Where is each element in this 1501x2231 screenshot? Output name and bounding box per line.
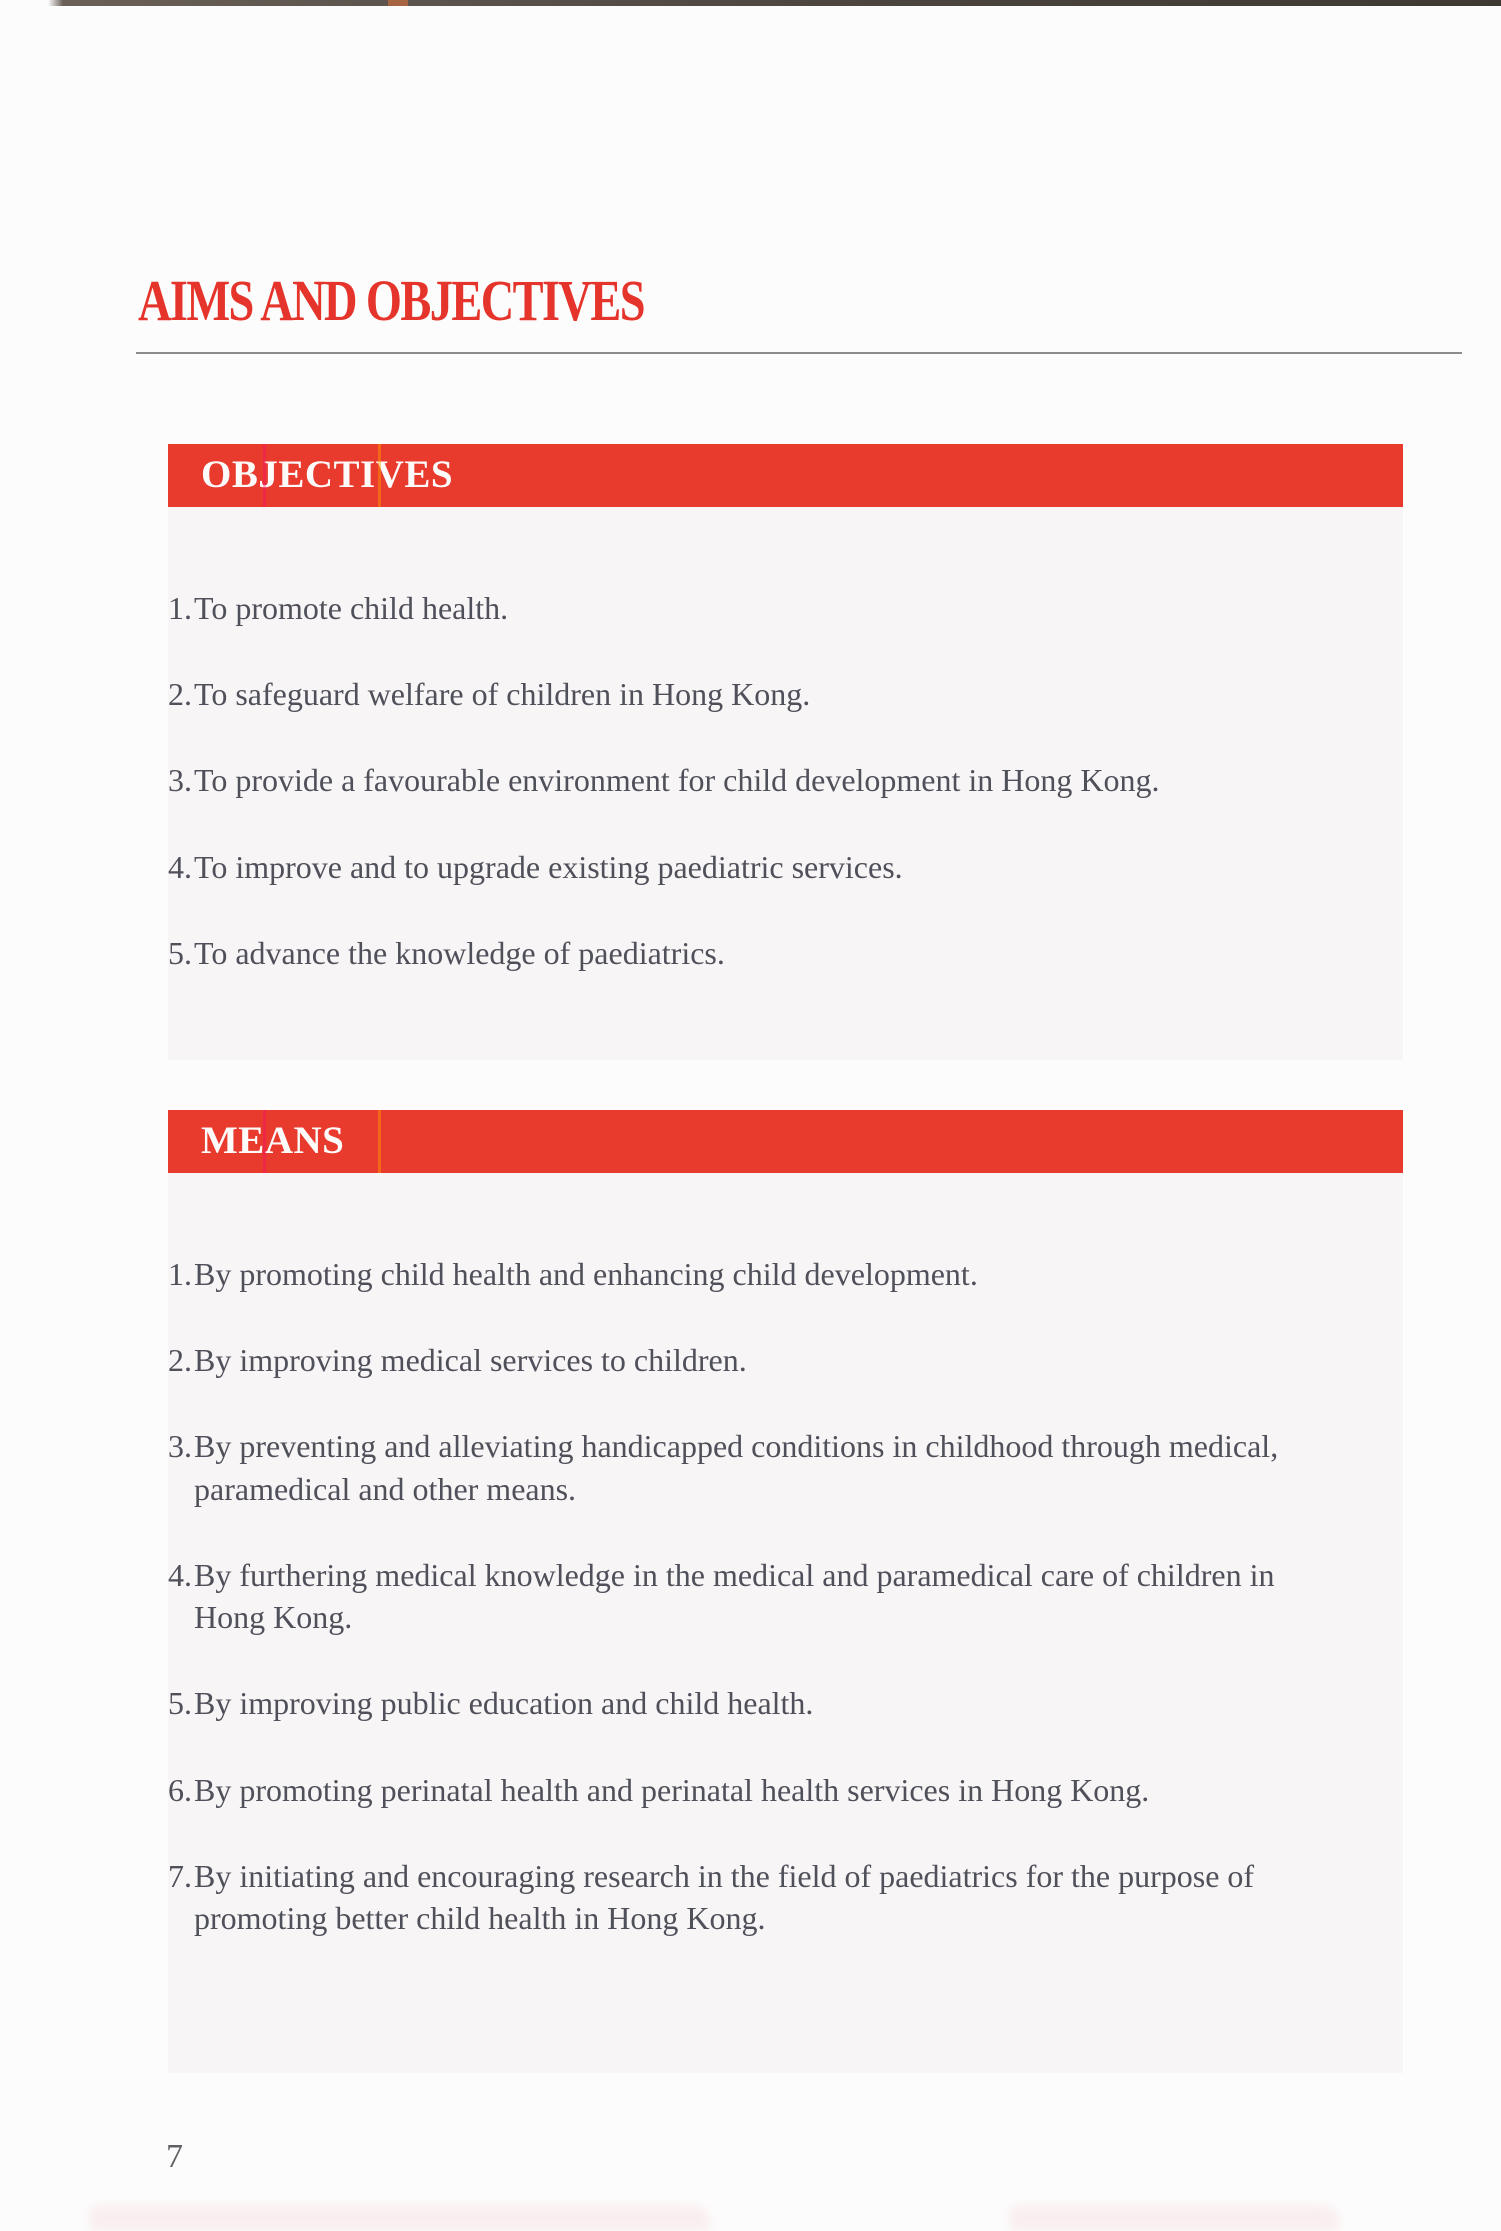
objectives-panel: [168, 507, 1403, 1060]
scan-showthrough-artifact: [1010, 2205, 1340, 2231]
objectives-list: [168, 507, 1403, 974]
means-list: [168, 1173, 1403, 1939]
means-heading-bar: [168, 1110, 1403, 1173]
list-item: By improving public education and child health.: [194, 1685, 814, 1722]
objectives-heading-bar: [168, 444, 1403, 507]
list-item: To safeguard welfare of children in Hong Kong.: [194, 676, 811, 713]
list-item: By furthering medical knowledge in the medical and paramedical care of children in Hong Kong.: [194, 1556, 1275, 1636]
list-item: To provide a favourable environment for child development in Hong Kong.: [194, 762, 1160, 799]
means-heading: MEANS: [201, 1119, 345, 1162]
list-item: By preventing and alleviating handicapped conditions in childhood through medical, paramedical and other means.: [194, 1428, 1279, 1507]
list-item: By initiating and encouraging research in the field of paediatrics for the purpose of promoting better child health in Hong Kong.: [194, 1857, 1255, 1937]
scanned-page-top-edge: [0, 0, 1501, 6]
list-item: By promoting child health and enhancing child development.: [194, 1256, 978, 1292]
list-item: To advance the knowledge of paediatrics.: [194, 934, 725, 971]
list-item: By improving medical services to children.: [194, 1342, 747, 1379]
list-item: To promote child health.: [194, 590, 509, 626]
page-title: AIMS AND OBJECTIVES: [138, 268, 644, 333]
list-item: To improve and to upgrade existing paediatric services.: [194, 848, 903, 885]
scan-showthrough-artifact: [90, 2205, 710, 2231]
objectives-heading: OBJECTIVES: [201, 453, 454, 496]
means-panel: [168, 1173, 1403, 2073]
page-number: 7: [166, 2138, 183, 2175]
list-item: By promoting perinatal health and perinatal health services in Hong Kong.: [194, 1771, 1150, 1808]
title-underline-rule: [136, 352, 1462, 354]
